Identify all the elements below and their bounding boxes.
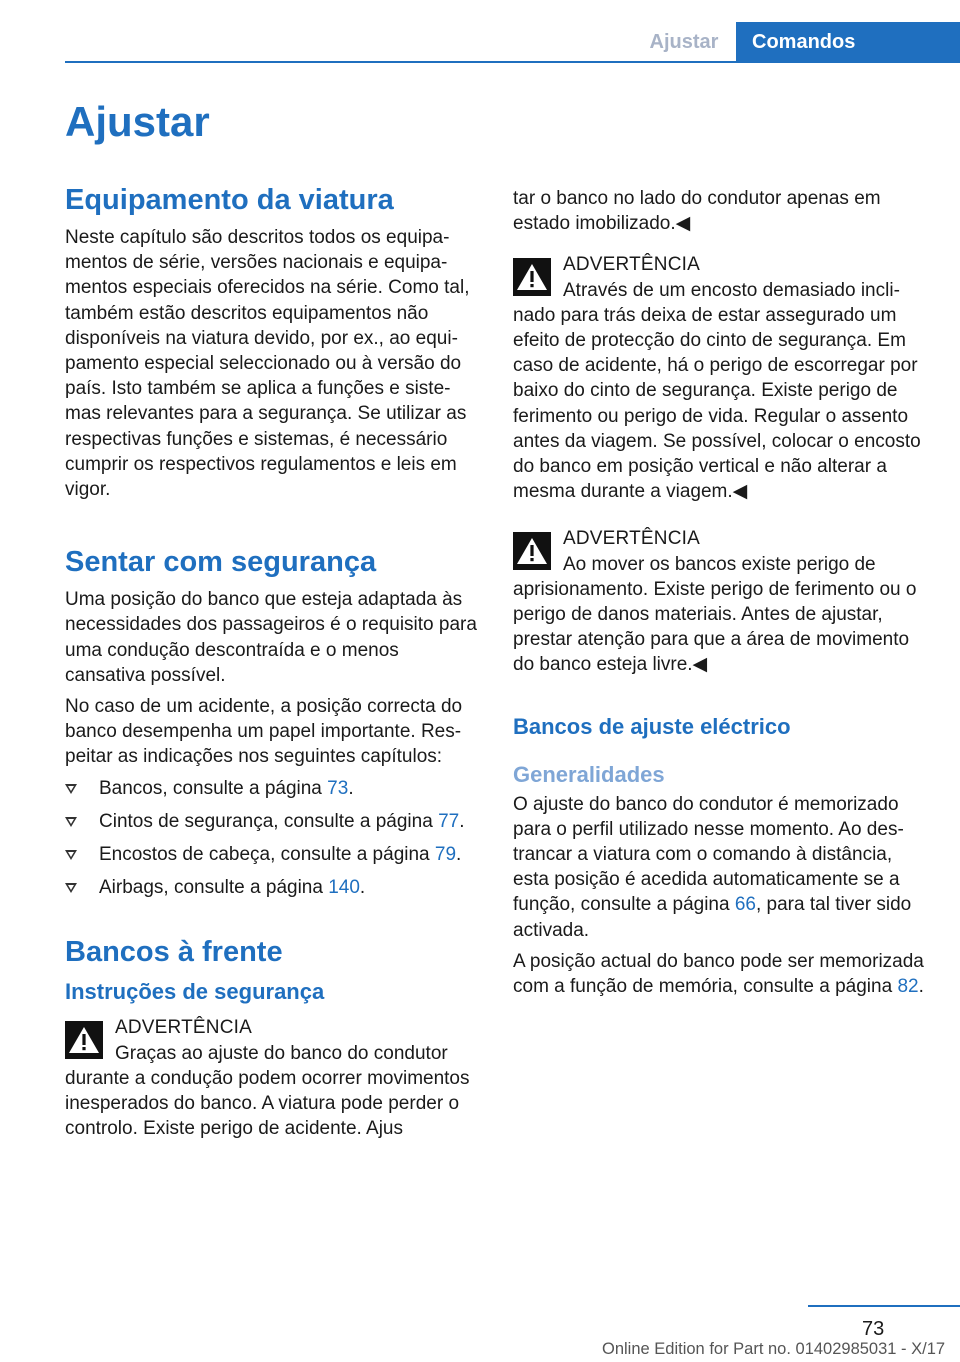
page-link[interactable]: 73 [327, 777, 349, 799]
footer-rule [808, 1305, 960, 1307]
warning-triangle-icon [513, 258, 551, 296]
text-run: . [918, 976, 924, 998]
warning-block [513, 252, 928, 504]
warning-heading: ADVERTÊNCIA [563, 528, 700, 550]
left-column [65, 180, 477, 1151]
page-link[interactable]: 79 [434, 844, 457, 866]
warning-text: Ao mover os bancos existe perigo de aprisionamento. Existe perigo de ferimento ou o perigo de danos materiais. Antes de ajustar, prestar atenção para que a área de movimento do banco esteja livre.◀ [513, 553, 917, 676]
page-link[interactable]: 82 [897, 976, 919, 998]
warning-heading: ADVERTÊNCIA [563, 254, 700, 276]
warning-text: Graças ao ajuste do banco do condutor durante a condução podem ocorrer movimentos inesperados do banco. A viatura pode perder o controlo. Existe perigo de acidente. Ajus [65, 1042, 470, 1140]
header-tab-section-label: Ajustar [649, 31, 719, 53]
heading-sentar: Sentar com segurança [65, 546, 377, 579]
warning-triangle-icon [513, 532, 551, 570]
header-rule [65, 61, 960, 63]
right-column [513, 186, 928, 1005]
list-item-text: Cintos de segurança, consulte a página [99, 810, 439, 832]
warning-block [65, 1015, 477, 1141]
list-item-text: Encostos de cabeça, consulte a página [99, 844, 435, 866]
heading-equipamento: Equipamento da viatura [65, 184, 394, 216]
paragraph-equipamento: Neste capítulo são descritos todos os equipamentos de série, versões nacionais e equipamentos especiais oferecidos na série. Como tal, também estão descritos equipamentos não disponíveis na viatura devido, por ex., ao equipamento especial seleccionado ou à versão do país. Isto também se aplica a funções e sistemas relevantes para a segurança. Se utilizar as respectivas funções e sistemas, é necessário cumprir os respectivos regulamentos e leis em vigor. [65, 227, 470, 501]
warning-triangle-icon [65, 1021, 103, 1059]
triangle-bullet-icon [65, 817, 77, 827]
warning-heading: ADVERTÊNCIA [115, 1017, 252, 1039]
paragraph-generalidades-2 [513, 949, 928, 999]
warning-block [513, 526, 928, 677]
paragraph-sentar-1: Uma posição do banco que esteja adaptada às necessidades dos passageiros é o requisito para uma condução descontraída e o menos cansativa possível. [65, 589, 477, 686]
paragraph-generalidades-1 [513, 792, 928, 943]
heading-ajuste-electrico: Bancos de ajuste eléctrico [513, 713, 791, 739]
list-item-text: Bancos, consulte a página [99, 777, 328, 799]
page-link[interactable]: 140 [328, 877, 360, 899]
header-tab-chapter-label: Comandos [752, 31, 856, 53]
list-item: Cintos de segurança, consulte a página 77. [65, 809, 477, 834]
page-title: Ajustar [65, 98, 210, 145]
page-link[interactable]: 66 [734, 894, 756, 916]
list-item: Airbags, consulte a página 140. [65, 875, 477, 900]
text-run: A posição actual do banco pode ser memorizada com a função de memória, consulte a página [513, 950, 924, 998]
triangle-bullet-icon [65, 883, 77, 893]
list-item-text: Airbags, consulte a página [99, 877, 329, 899]
list-item: Encostos de cabeça, consulte a página 79. [65, 842, 477, 867]
warning-text: Através de um encosto demasiado inclinado para trás deixa de estar assegurado um efeito de protecção do cinto de segurança. Em caso de acidente, há o perigo de escorregar por baixo do cinto de segurança. Existe perigo de ferimento ou perigo de vida. Regular o assento antes da viagem. Se possível, colocar o encosto do banco em posição vertical e não alterar a mesma durante a viagem.◀ [513, 279, 921, 503]
header-tab-section [632, 22, 736, 63]
text-run: , para tal tiver sido activada. [513, 894, 912, 941]
cross-reference-list [65, 776, 477, 901]
page-link[interactable]: 77 [438, 810, 460, 832]
text-run: O ajuste do banco do condutor é memorizado para o perfil utilizado nesse momento. Ao destrancar a viatura com o comando à distância, esta posição é acedida automaticamente se a função, consulte a página [513, 793, 904, 916]
paragraph-sentar-2: No caso de um acidente, a posição correcta do banco desempenha um papel importante. Respeitar as indicações nos seguintes capítulos: [65, 696, 463, 768]
list-item: Bancos, consulte a página 73. [65, 776, 477, 801]
heading-bancos-frente: Bancos à frente [65, 936, 283, 969]
footer-edition: Online Edition for Part no. 01402985031 - X/17 [602, 1340, 946, 1358]
paragraph-continuation: tar o banco no lado do condutor apenas em estado imobilizado.◀ [513, 188, 881, 235]
triangle-bullet-icon [65, 784, 77, 794]
page-number: 73 [862, 1318, 885, 1340]
heading-generalidades: Generalidades [513, 761, 665, 787]
triangle-bullet-icon [65, 850, 77, 860]
heading-instrucoes: Instruções de segurança [65, 979, 325, 1005]
header-tab-chapter [736, 22, 960, 63]
